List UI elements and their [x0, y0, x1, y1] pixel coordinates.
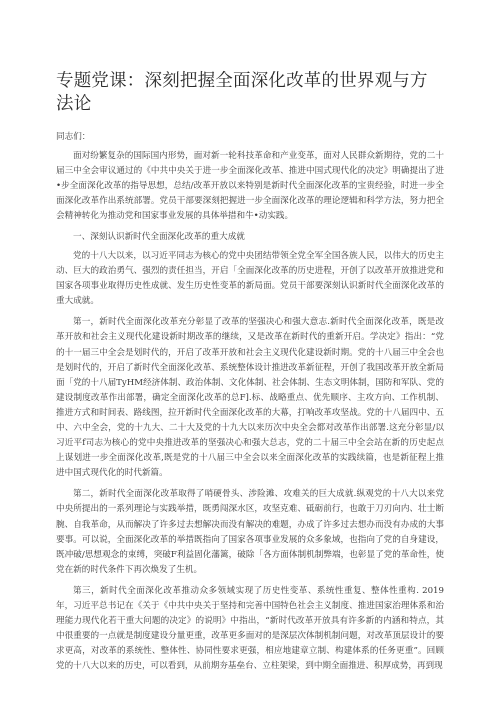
document-title: 专题党课：深刻把握全面深化改革的世界观与方法论 [56, 71, 428, 114]
section-paragraph-3: 第二，新时代全面深化改革取得了哨硬骨头、涉险滩、攻难关的巨大成就.纵观党的十八大以来党中央所提出的一系列理论与实践举措，既勇闯深水区，攻坚克难、砥砺前行，也敢于刀刃向内、壮士断腕、自我革命，从而解决了许多过去想解决而没有解决的难题，办成了许多过去想办而没有办成的大事要事。可以说，全面深化改革的举措既指向了国家各项事业发展的众多象域，也指向了党的自身建设，既冲破/思想观念的束缚，突破F利益固化藩篱，破除「各方面体制机制弊端，也彰显了党的革命性，使党在新的时代条件下再次焕发了生机。 [56, 489, 444, 575]
section-paragraph-4: 第三，新时代全面深化改革推动众多领域实现了历史性变革、系统性重复、整体性重构. 2019年，习近平总书记在《关于《中共中央关于坚持和完善中国特色社会主义制度、推进国家治理体系和治理能力现代化若干重大问题的决定》的说明》中指出，“新时代改革开放具有许多新的内涵和特点，其中很重要的一点就是制度建设分量更重，改革更多面对的是深层次体制机制问题，对改革顶层设计的要求更高，对改革的系统性、整体性、协同性要求更强，相应地建章立制、构建体系的任务更重”。回顾党的十八大以来的历史，可以看到，从前期夯基垒台、立柱架梁，到中期全面推进、积厚成势，再到现 [56, 585, 444, 672]
section-paragraph-2: 第一，新时代全面深化改革充分彰显了改革的坚强决心和强大意志.新时代全面深化改革，既是改革开放和社会主义现代化建设新时期改革的继续，又是改革在新时代的重新开启。学决定》指出：“党的十一届三中全会是划时代的，开启了改革开放和社会主义现代化建设新时期。党的十八届三中全会也是划时代的，开启了新时代全面深化改革、系统整体设计推进改革新征程，开创了我国改革开放全新局面「党的十八届TyHM经济体制、政治体制、文化体制、社会体制、生态文明体制，国防和军队、党的建设制度改革作出部署，确定全面深化改革的总F].标、战略重点、优先顺序、主攻方向、工作机制、推进方式和时间表、路线图，拉开新时代全面深化改革的大幕，打响改革攻坚战。党的十八届四中、五中、六中全会，党的十九大、二十大及党的十九大以来历次中央全会都对改革作出部署.这充分彰显/以习近平f司志为核心的党中央推进改革的坚强决心和强大总志，党的二十届三中全会站在新的历史起点上谋划进一步全面深化改革,既是党的十八届三中全会以来全面深化改革的实践续篇，也是新征程上推进中国式现代化的时代新篇。 [56, 317, 444, 479]
intro-paragraph: 面对纷繁复杂的国际国内形势，面对新一轮科技革命和产业变革，面对人民群众新期待，党的二十届三中全会审议通过的《中共中央关于进一步全面深化改革、推进中国式现代化的决定》明确提出了进•步全面深化改革的指导思想，总结/改革开放以来特别是新时代全面深化改革的宝贵经验，时进一步全面深化改革作出系统部署。党员干部要深刻把握进一步全面深化改革的理论逻辑和科学方法，努力把全会精神转化为推动党和国家事业发展的具体举措和牛•动实践。 [56, 150, 444, 221]
section-paragraph-1: 党的十八大以来，以习近平同志为核心的党中央团结带领全党全军全国各族人民，以伟大的历史主动、巨大的政治勇气、强烈的责任担当，开启「全面深化改革的历史进程，开创了以改革开放推进党和国家各项事业取得历史性成就、发生历史性变革的新局面。党员干部要深刻认识新时代全面深化改革的重大成就。 [56, 250, 444, 307]
section-heading: 一、深刻认识新时代全面深化改革的重大成就 [73, 231, 245, 242]
greeting: 同志们： [56, 131, 91, 142]
